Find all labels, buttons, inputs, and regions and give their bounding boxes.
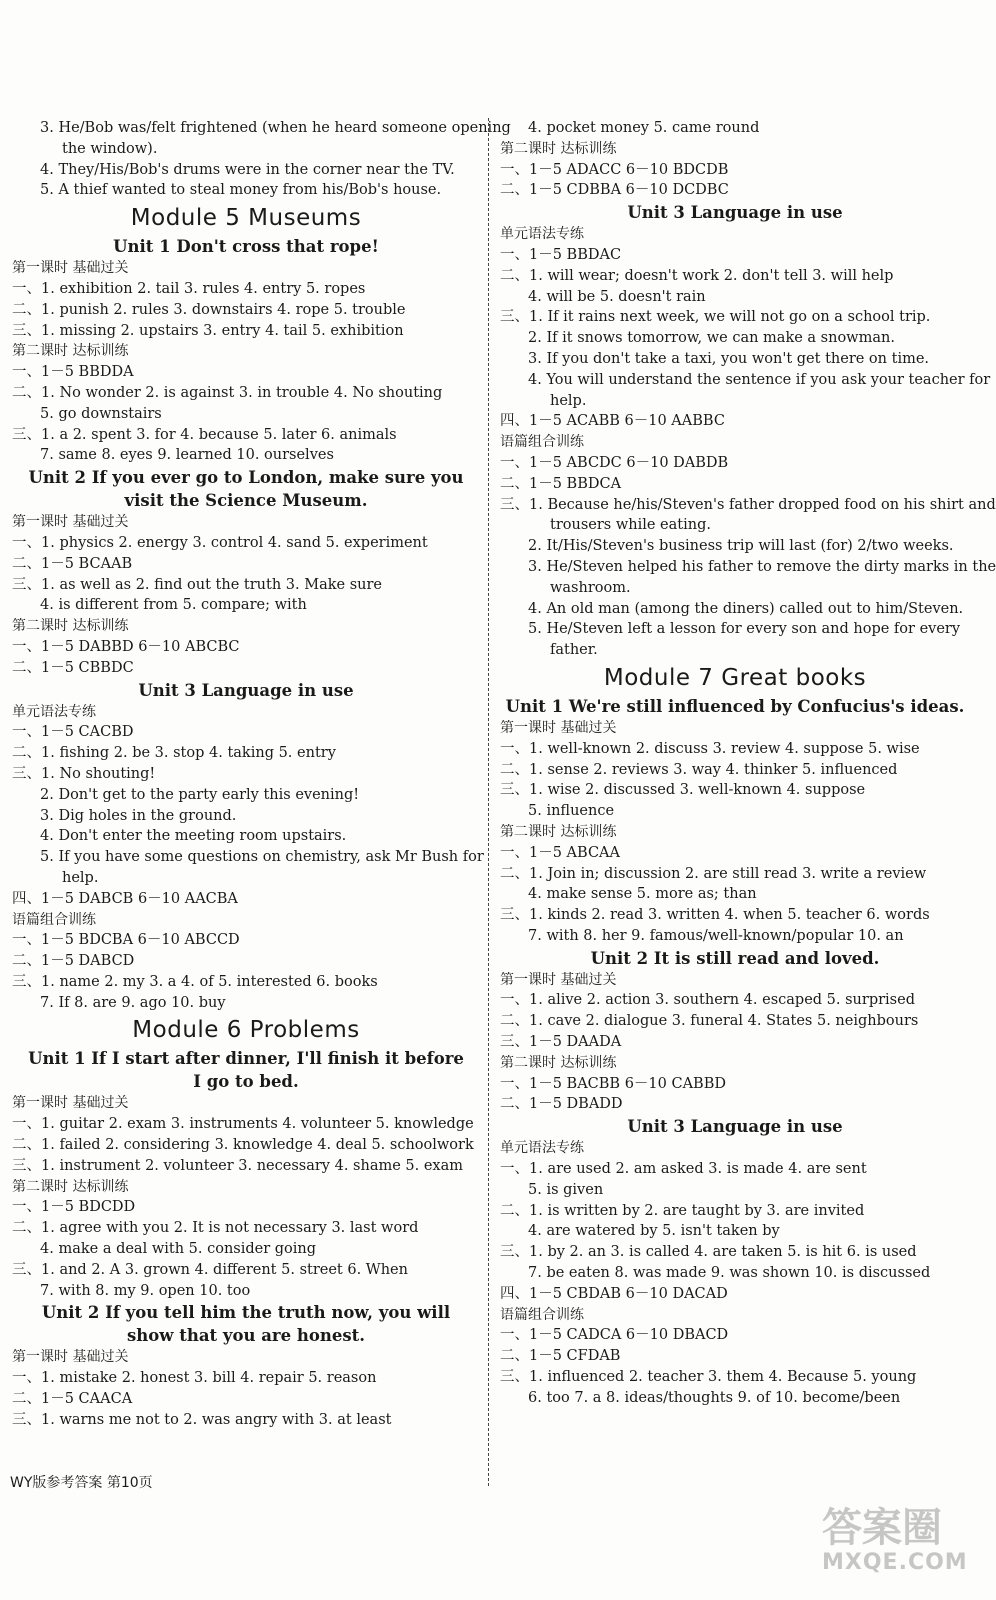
- unit-heading: show that you are honest.: [126, 1326, 366, 1346]
- answer-line: help.: [550, 392, 587, 409]
- answer-line: 一、1－5 BACBB 6－10 CABBD: [500, 1075, 726, 1092]
- answer-line: 2. It/His/Steven's business trip will last (for) 2/two weeks.: [528, 538, 954, 555]
- answer-line: 四、1－5 CBDAB 6－10 DACAD: [500, 1285, 728, 1302]
- answer-line: trousers while eating.: [550, 517, 711, 534]
- page-footer: WY版参考答案 第10页: [10, 1475, 153, 1491]
- answer-line: 5. He/Steven left a lesson for every son and hope for every: [528, 621, 961, 638]
- answer-line: 4. They/His/Bob's drums were in the corner near the TV.: [40, 161, 455, 178]
- answer-line: 3. He/Steven helped his father to remove the dirty marks in the: [528, 558, 996, 575]
- answer-line: 二、1－5 BBDCA: [500, 475, 622, 492]
- answer-line: 二、1. agree with you 2. It is not necessary 3. last word: [12, 1220, 419, 1237]
- answer-line: 二、1. sense 2. reviews 3. way 4. thinker 5. influenced: [500, 761, 898, 778]
- section-label: 第二课时 达标训练: [12, 343, 129, 360]
- answer-line: 3. If you don't take a taxi, you won't get there on time.: [528, 350, 930, 367]
- answer-line: 三、1. a 2. spent 3. for 4. because 5. later 6. animals: [12, 426, 397, 443]
- answer-line: 三、1. influenced 2. teacher 3. them 4. Because 5. young: [500, 1369, 917, 1386]
- answer-line: 7. be eaten 8. was made 9. was shown 10. is discussed: [528, 1265, 931, 1282]
- answer-line: 二、1－5 CBBDC: [12, 659, 134, 676]
- answer-line: 二、1－5 BCAAB: [12, 555, 133, 572]
- module-heading: Module 5 Museums: [130, 205, 362, 232]
- answer-line: 6. too 7. a 8. ideas/thoughts 9. of 10. become/been: [528, 1389, 901, 1406]
- answer-line: 3. He/Bob was/felt frightened (when he heard someone opening: [40, 120, 511, 136]
- section-label: 第一课时 基础过关: [12, 260, 129, 277]
- column-divider: [488, 118, 489, 1486]
- section-label: 第二课时 达标训练: [500, 1054, 617, 1071]
- answer-line: 一、1－5 BDCBA 6－10 ABCCD: [12, 932, 240, 949]
- section-label: 第一课时 基础过关: [500, 719, 617, 736]
- answer-line: 一、1－5 BDCDD: [12, 1199, 136, 1216]
- section-label: 第二课时 达标训练: [12, 618, 129, 635]
- answer-line: 三、1. kinds 2. read 3. written 4. when 5. teacher 6. words: [500, 907, 930, 924]
- answer-line: father.: [550, 642, 598, 659]
- answer-line: 一、1. guitar 2. exam 3. instruments 4. volunteer 5. knowledge: [12, 1116, 474, 1133]
- answer-line: 4. will be 5. doesn't rain: [528, 288, 706, 305]
- answer-line: washroom.: [550, 579, 631, 596]
- answer-line: 一、1－5 BBDDA: [12, 364, 134, 381]
- unit-heading: I go to bed.: [193, 1072, 299, 1092]
- answer-line: 4. Don't enter the meeting room upstairs.: [40, 828, 347, 845]
- answer-line: 二、1. cave 2. dialogue 3. funeral 4. States 5. neighbours: [500, 1013, 919, 1030]
- section-label: 第二课时 达标训练: [12, 1178, 129, 1195]
- unit-heading: Unit 1 We're still influenced by Confucius's ideas.: [505, 696, 965, 716]
- answer-line: 一、1－5 ADACC 6－10 BDCDB: [500, 161, 729, 178]
- answer-line: 三、1. and 2. A 3. grown 4. different 5. street 6. When: [12, 1261, 408, 1278]
- answer-line: 5. A thief wanted to steal money from his/Bob's house.: [40, 182, 442, 199]
- answer-line: 二、1－5 DABCD: [12, 953, 135, 970]
- answer-line: 5. influence: [528, 803, 615, 820]
- answer-line: 三、1. Because he/his/Steven's father dropped food on his shirt and: [500, 496, 996, 513]
- answer-line: 二、1. failed 2. considering 3. knowledge 4. deal 5. schoolwork: [12, 1137, 474, 1154]
- answer-line: 4. make sense 5. more as; than: [528, 886, 757, 903]
- answer-line: 三、1. missing 2. upstairs 3. entry 4. tail 5. exhibition: [12, 322, 404, 339]
- section-label: 第一课时 基础过关: [12, 514, 129, 531]
- watermark-bottom: MXQE.COM: [822, 1550, 968, 1575]
- answer-line: 二、1－5 DBADD: [500, 1096, 623, 1113]
- answer-line: 二、1－5 CDBBA 6－10 DCDBC: [500, 182, 729, 199]
- answer-line: 一、1－5 CACBD: [12, 724, 134, 741]
- right-column: [500, 118, 996, 1409]
- answer-line: 一、1－5 BBDAC: [500, 246, 622, 263]
- answer-line: 二、1－5 CAACA: [12, 1391, 133, 1408]
- section-label: 单元语法专练: [12, 703, 96, 720]
- answer-line: 二、1－5 CFDAB: [500, 1348, 621, 1365]
- answer-line: the window).: [62, 140, 158, 157]
- answer-line: 一、1－5 ABCDC 6－10 DABDB: [500, 454, 729, 471]
- section-label: 第一课时 基础过关: [12, 1349, 129, 1366]
- unit-heading: visit the Science Museum.: [124, 491, 368, 511]
- answer-line: 三、1. warns me not to 2. was angry with 3. at least: [12, 1411, 392, 1428]
- answer-line: 一、1. alive 2. action 3. southern 4. escaped 5. surprised: [500, 992, 915, 1009]
- section-label: 单元语法专练: [500, 1140, 584, 1157]
- answer-line: 三、1. instrument 2. volunteer 3. necessary 4. shame 5. exam: [12, 1157, 464, 1174]
- answer-line: 4. An old man (among the diners) called out to him/Steven.: [528, 600, 964, 617]
- answer-line: 一、1. exhibition 2. tail 3. rules 4. entry 5. ropes: [12, 280, 366, 297]
- answer-line: 一、1. well-known 2. discuss 3. review 4. suppose 5. wise: [500, 740, 920, 757]
- watermark-top: 答案圈: [822, 1505, 942, 1551]
- answer-line: 二、1. Join in; discussion 2. are still read 3. write a review: [500, 865, 927, 882]
- answer-line: 二、1. fishing 2. be 3. stop 4. taking 5. entry: [12, 745, 336, 762]
- answer-line: 三、1. name 2. my 3. a 4. of 5. interested 6. books: [12, 973, 378, 990]
- answer-line: 三、1. as well as 2. find out the truth 3. Make sure: [12, 576, 382, 593]
- unit-heading: Unit 3 Language in use: [627, 1117, 843, 1137]
- unit-heading: Unit 1 If I start after dinner, I'll finish it before: [28, 1049, 464, 1069]
- answer-line: 三、1. No shouting!: [12, 765, 156, 782]
- answer-line: 4. pocket money 5. came round: [528, 120, 760, 136]
- answer-line: 2. Don't get to the party early this evening!: [40, 786, 360, 803]
- answer-line: 四、1－5 DABCB 6－10 AACBA: [12, 890, 238, 907]
- answer-line: 7. with 8. her 9. famous/well-known/popular 10. an: [528, 927, 904, 944]
- answer-line: 三、1. If it rains next week, we will not go on a school trip.: [500, 309, 931, 326]
- answer-line: 5. is given: [528, 1181, 604, 1198]
- answer-line: 7. same 8. eyes 9. learned 10. ourselves: [40, 447, 334, 464]
- answer-line: 一、1－5 ABCAA: [500, 844, 620, 861]
- section-label: 语篇组合训练: [500, 434, 584, 451]
- answer-line: 一、1. mistake 2. honest 3. bill 4. repair 5. reason: [12, 1370, 377, 1387]
- unit-heading: Unit 1 Don't cross that rope!: [113, 237, 379, 257]
- unit-heading: Unit 2 If you ever go to London, make sure you: [28, 468, 464, 488]
- section-label: 第一课时 基础过关: [12, 1095, 129, 1112]
- answer-line: 二、1. punish 2. rules 3. downstairs 4. rope 5. trouble: [12, 301, 406, 318]
- unit-heading: Unit 3 Language in use: [627, 203, 843, 223]
- answer-line: 5. go downstairs: [40, 405, 162, 422]
- answer-line: 三、1－5 DAADA: [500, 1034, 622, 1051]
- module-heading: Module 7 Great books: [603, 664, 867, 691]
- unit-heading: Unit 2 It is still read and loved.: [590, 948, 880, 968]
- answer-line: 三、1. by 2. an 3. is called 4. are taken 5. is hit 6. is used: [500, 1244, 917, 1261]
- answer-line: 5. If you have some questions on chemistry, ask Mr Bush for: [40, 849, 484, 866]
- unit-heading: Unit 2 If you tell him the truth now, you will: [41, 1303, 451, 1323]
- answer-line: 二、1. will wear; doesn't work 2. don't tell 3. will help: [500, 267, 894, 284]
- answer-line: 3. Dig holes in the ground.: [40, 807, 237, 824]
- answer-line: 二、1. No wonder 2. is against 3. in trouble 4. No shouting: [12, 384, 443, 401]
- answer-line: 二、1. is written by 2. are taught by 3. are invited: [500, 1202, 865, 1219]
- module-heading: Module 6 Problems: [132, 1017, 360, 1044]
- answer-line: 一、1. are used 2. am asked 3. is made 4. are sent: [500, 1161, 867, 1178]
- watermark-logo: [822, 1506, 982, 1590]
- answer-line: 7. If 8. are 9. ago 10. buy: [40, 994, 226, 1011]
- section-label: 语篇组合训练: [500, 1306, 584, 1323]
- section-label: 第二课时 达标训练: [500, 823, 617, 840]
- answer-line: help.: [62, 869, 99, 886]
- answer-line: 一、1. physics 2. energy 3. control 4. sand 5. experiment: [12, 534, 428, 551]
- section-label: 第一课时 基础过关: [500, 971, 617, 988]
- left-column: [12, 118, 511, 1431]
- answer-line: 三、1. wise 2. discussed 3. well-known 4. suppose: [500, 782, 866, 799]
- section-label: 语篇组合训练: [12, 911, 96, 928]
- answer-line: 4. is different from 5. compare; with: [40, 597, 307, 614]
- answer-line: 一、1－5 DABBD 6－10 ABCBC: [12, 638, 240, 655]
- answer-line: 4. are watered by 5. isn't taken by: [528, 1223, 780, 1240]
- unit-heading: Unit 3 Language in use: [138, 680, 354, 700]
- answer-line: 四、1－5 ACABB 6－10 AABBC: [500, 413, 725, 430]
- answer-line: 4. make a deal with 5. consider going: [40, 1241, 317, 1258]
- section-label: 第二课时 达标训练: [500, 140, 617, 157]
- answer-line: 4. You will understand the sentence if you ask your teacher for: [528, 371, 991, 388]
- section-label: 单元语法专练: [500, 226, 584, 243]
- answer-line: 一、1－5 CADCA 6－10 DBACD: [500, 1327, 729, 1344]
- answer-line: 7. with 8. my 9. open 10. too: [40, 1282, 251, 1299]
- answer-line: 2. If it snows tomorrow, we can make a snowman.: [528, 330, 895, 347]
